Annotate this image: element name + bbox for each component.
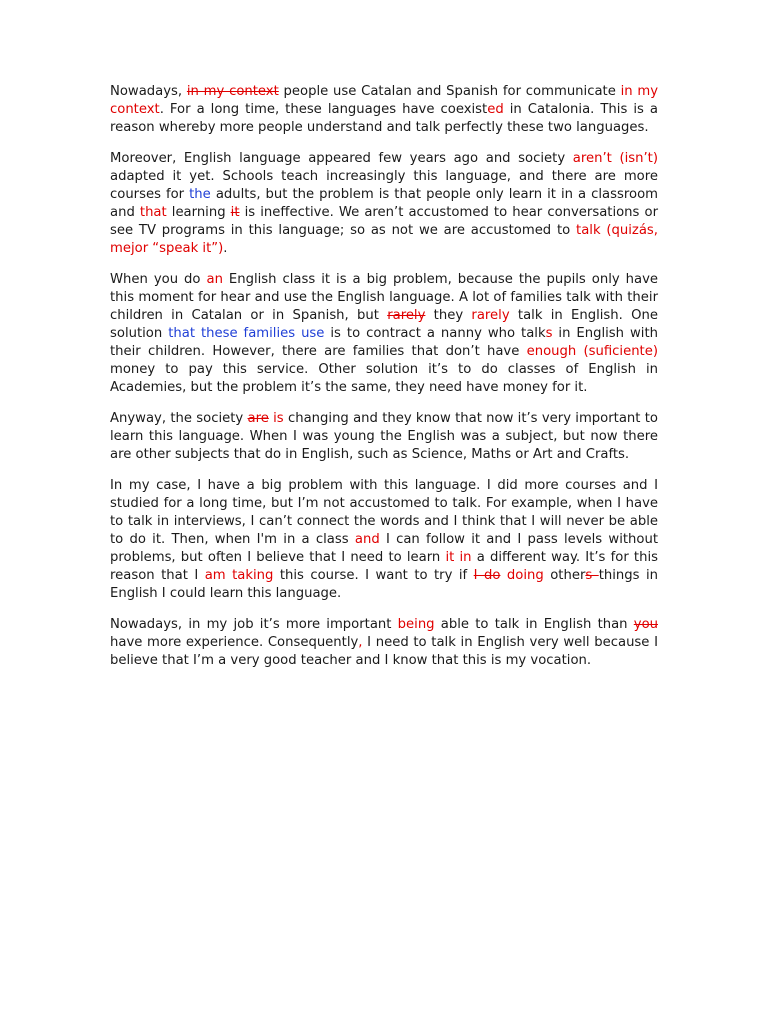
paragraph	[110, 83, 658, 137]
text: Nowadays,	[110, 84, 187, 99]
deleted-text: are	[247, 411, 269, 426]
text: adults, but the problem is that people only learn it in a classroom and	[110, 187, 658, 220]
text: .	[223, 241, 228, 256]
text: Anyway, the society	[110, 411, 248, 426]
deleted-text: I do	[473, 568, 501, 583]
correction-text: rarely	[471, 308, 510, 323]
deleted-text: it	[230, 205, 240, 220]
text: Nowadays, in my job it’s more important	[110, 617, 398, 632]
text: In my case, I have a big problem with this language. I did more courses and I studied for a long time, but I’m not accustomed to talk. For example, when I have to talk in interviews, I can’t connect the words and I think that I will never be able to do it. Then, when I'm in a class	[110, 478, 658, 547]
text: talk in English. One solution	[110, 308, 658, 341]
paragraph	[110, 477, 658, 603]
correction-text: talk (quizás, mejor “speak it”)	[110, 223, 658, 256]
text: a different way. It’s for this reason that I	[110, 550, 658, 583]
text: I can follow it and I pass levels without problems, but often I believe that I need to learn	[110, 532, 658, 565]
text: other	[543, 568, 586, 583]
correction-text: being	[397, 617, 435, 632]
deleted-text: you	[633, 617, 658, 632]
text: adapted it yet. Schools teach increasingly this language, and there are more courses for	[110, 169, 658, 202]
deleted-text: s	[585, 568, 599, 583]
text: people use Catalan and Spanish for communicate	[278, 84, 621, 99]
deleted-text: in my context	[186, 84, 279, 99]
document-page	[110, 83, 658, 683]
correction-text: that	[139, 205, 167, 220]
text: Moreover, English language appeared few years ago and society	[110, 151, 573, 166]
text: in English with their children. However, there are families that don’t have	[110, 326, 658, 359]
paragraph	[110, 150, 658, 258]
text: changing and they know that now it’s very important to learn this language. When I was young the English was a subject, but now there are other subjects that do in English, such as Science, Maths or Art and Crafts.	[110, 411, 658, 462]
correction-text: and	[354, 532, 380, 547]
correction-text: doing	[506, 568, 544, 583]
paragraph	[110, 410, 658, 464]
text: this course. I want to try if	[273, 568, 474, 583]
paragraph	[110, 616, 658, 670]
correction-text: s	[545, 326, 553, 341]
text: learning	[166, 205, 231, 220]
text: is ineffective. We aren’t accustomed to hear conversations or see TV programs in this language; so as not we are accustomed to	[110, 205, 658, 238]
correction-text: is	[273, 411, 284, 426]
text: money to pay this service. Other solution it’s to do classes of English in Academies, but the problem it’s the same, they need have money for it.	[110, 362, 658, 395]
text: is to contract a nanny who talk	[324, 326, 546, 341]
correction-text: ed	[487, 102, 504, 117]
text: English class it is a big problem, because the pupils only have this moment for hear and use the English language. A lot of families talk with their children in Catalan or in Spanish, but	[110, 272, 658, 323]
paragraph	[110, 271, 658, 397]
correction-text: an	[206, 272, 223, 287]
suggestion-text: the	[189, 187, 211, 202]
suggestion-text: that these families use	[168, 326, 325, 341]
correction-text: it in	[445, 550, 472, 565]
text: I need to talk in English very well because I believe that I’m a very good teacher and I know that this is my vocation.	[110, 635, 658, 668]
correction-text: ,	[358, 635, 363, 650]
deleted-text: rarely	[387, 308, 426, 323]
text: in Catalonia. This is a reason whereby more people understand and talk perfectly these two languages.	[110, 102, 658, 135]
text: have more experience. Consequently	[110, 635, 359, 650]
correction-text: in my context	[110, 84, 659, 117]
correction-text: am taking	[204, 568, 274, 583]
text: they	[425, 308, 472, 323]
correction-text: enough (suficiente)	[526, 344, 658, 359]
text: . For a long time, these languages have coexist	[159, 102, 488, 117]
correction-text: aren’t (isn’t)	[572, 151, 658, 166]
text: things in English I could learn this language.	[110, 568, 658, 601]
text: able to talk in English than	[434, 617, 634, 632]
text: When you do	[110, 272, 207, 287]
